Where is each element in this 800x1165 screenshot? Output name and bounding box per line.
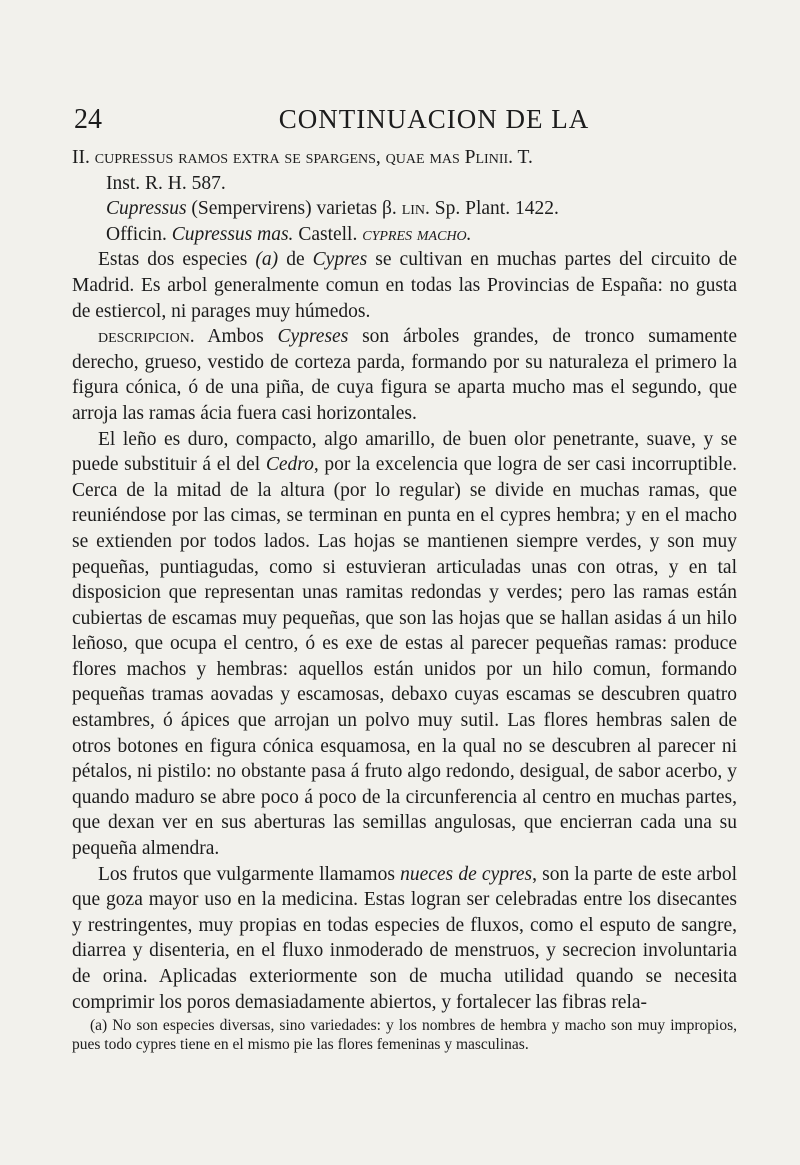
section-label: descripcion. xyxy=(98,326,195,348)
page-body xyxy=(72,145,737,1015)
footnote-text: No son especies diversas, sino variedades: y los nombres de hembra y macho son muy impropios, pues todo cypres tiene en el mismo pie las flores femeninas y masculinas. xyxy=(72,1017,737,1053)
synonym-line-2: Inst. R. H. 587. xyxy=(106,172,226,194)
running-head: CONTINUACION DE LA xyxy=(278,104,590,134)
paragraph-4: Los frutos que vulgarmente llamamos nueces de cypres, son la parte de este arbol que goza mayor uso en la medicina. Estas logran ser celebradas entre los disecantes y restringentes, muy propias en todas especies de fluxos, como el esputo de sangre, diarrea y disenteria, en el fluxo inmoderado de menstruos, y secrecion involuntaria de orina. Aplicadas exteriormente son de mucha utilidad quando se necesita comprimir los poros demasiadamente abiertos, y fortalecer las fibras rela- xyxy=(72,863,737,1013)
paragraph-2: descripcion. Ambos Cypreses son árboles grandes, de tronco sumamente derecho, grueso, vestido de corteza parda, formando por su naturaleza el primero la figura cónica, ó de una piña, de cuya figura se aparta mucho mas el segundo, que arroja las ramas ácia fuera casi horizontales. xyxy=(72,326,737,424)
synonym-line-1 xyxy=(72,145,737,171)
synonym-line-3: Cupressus (Sempervirens) varietas β. lin. Sp. Plant. 1422. xyxy=(106,198,559,220)
footnote-marker: (a) xyxy=(90,1017,108,1034)
synonym-3-genus: Cupressus xyxy=(106,198,187,220)
footnote-ref: (a) xyxy=(255,249,279,271)
paragraph-3: El leño es duro, compacto, algo amarillo, de buen olor penetrante, suave, y se puede substituir á el del Cedro, por la excelencia que logra de ser casi incorruptible. Cerca de la mitad de la altura (por lo regular) se divide en muchas ramas, que reuniéndose por las cimas, se terminan en punta en el cypres hembra; y en el macho se extienden por todos lados. Las hojas se mantienen siempre verdes, y son muy pequeñas, puntiagudas, como si estuvieran articuladas unas con otras, y en tal disposicion que representan unas ramitas redondas y verdes; pero las ramas están cubiertas de escamas muy pequeñas, que son las hojas que se hallan asidas á un hilo leñoso, que ocupa el centro, ó es exe de estas al parecer pequeñas ramas: produce flores machos y hembras: aquellos están unidos por un hilo comun, formando pequeñas tramas aovadas y escamosas, debaxo cuyas escamas se descubren quatro estambres, ó ápices que arrojan un polvo muy sutil. Las flores hembras salen de otros botones en figura cónica esquamosa, en la qual no se descubren al parecer ni pétalos, ni pistilo: no obstante pasa á fruto algo redondo, desigual, de sabor acerbo, y quando maduro se abre poco á poco de la circunferencia al centro en muchas partes, que dexan ver en sus aberturas las semillas angulosas, que encierran cada una su pequeña almendra. xyxy=(72,428,738,860)
page-header xyxy=(74,104,734,136)
synonym-1: cupressus ramos extra se spargens, quae mas Plinii. T. xyxy=(94,147,533,168)
synonym-line-4: Officin. Cupressus mas. Castell. cypres macho. xyxy=(106,223,472,245)
entry-number: II. xyxy=(72,147,90,168)
paragraph-1: Estas dos especies (a) de Cypres se cultivan en muchas partes del circuito de Madrid. Es arbol generalmente comun en todas las Provincias de España: no gusta de estiercol, ni parages muy húmedos. xyxy=(72,249,738,322)
vernacular-name: cypres macho. xyxy=(362,223,472,245)
page-number: 24 xyxy=(74,104,102,135)
footnote xyxy=(72,1016,737,1054)
